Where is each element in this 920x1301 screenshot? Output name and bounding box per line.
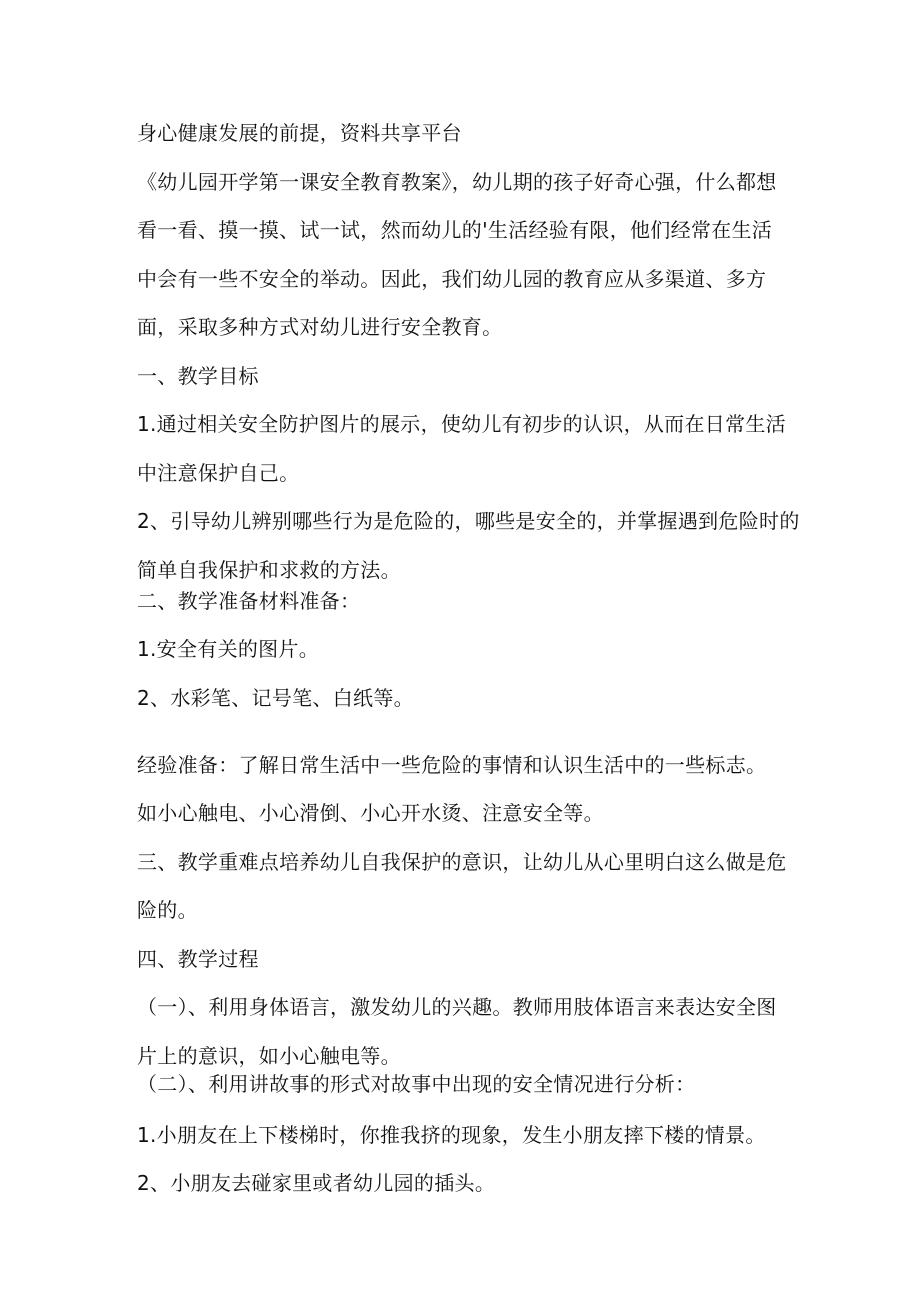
text-line: 身心健康发展的前提，资料共享平台 (137, 121, 462, 145)
text-line: （一）、利用身体语言，激发幼儿的兴趣。教师用肢体语言来表达安全图 (137, 995, 777, 1019)
text-line: 1.安全有关的图片。 (137, 637, 320, 661)
text-line: 2、小朋友去碰家里或者幼儿园的插头。 (137, 1171, 496, 1195)
text-line: 《幼儿园开学第一课安全教育教案》，幼儿期的孩子好奇心强，什么都想 (137, 170, 777, 194)
text-line: 如小心触电、小心滑倒、小心开水烫、注意安全等。 (137, 801, 604, 825)
text-line: 简单自我保护和求救的方法。 (137, 558, 401, 582)
text-line: 险的。 (137, 898, 198, 922)
text-line: 片上的意识，如小心触电等。 (137, 1044, 401, 1068)
section-heading: 一、教学目标 (137, 364, 259, 388)
section-heading: 三、教学重难点培养幼儿自我保护的意识，让幼儿从心里明白这么做是危 (137, 850, 787, 874)
text-line: 中会有一些不安全的举动。因此，我们幼儿园的教育应从多渠道、多方 (137, 267, 767, 291)
text-line: （二）、利用讲故事的形式对故事中出现的安全情况进行分析： (137, 1072, 696, 1096)
text-line: 看一看、摸一摸、试一试，然而幼儿的'生活经验有限，他们经常在生活 (137, 218, 773, 242)
section-heading: 四、教学过程 (137, 947, 259, 971)
text-line: 2、水彩笔、记号笔、白纸等。 (137, 686, 414, 710)
text-line: 中注意保护自己。 (137, 461, 300, 485)
text-line: 1.通过相关安全防护图片的展示，使幼儿有初步的认识，从而在日常生活 (137, 412, 786, 436)
text-line: 经验准备：了解日常生活中一些危险的事情和认识生活中的一些标志。 (137, 753, 767, 777)
text-line: 面，采取多种方式对幼儿进行安全教育。 (137, 315, 503, 339)
section-heading: 二、教学准备材料准备： (137, 589, 361, 613)
text-line: 2、引导幼儿辨别哪些行为是危险的，哪些是安全的，并掌握遇到危险时的 (137, 509, 800, 533)
text-line: 1.小朋友在上下楼梯时，你推我挤的现象，发生小朋友摔下楼的情景。 (137, 1123, 766, 1147)
